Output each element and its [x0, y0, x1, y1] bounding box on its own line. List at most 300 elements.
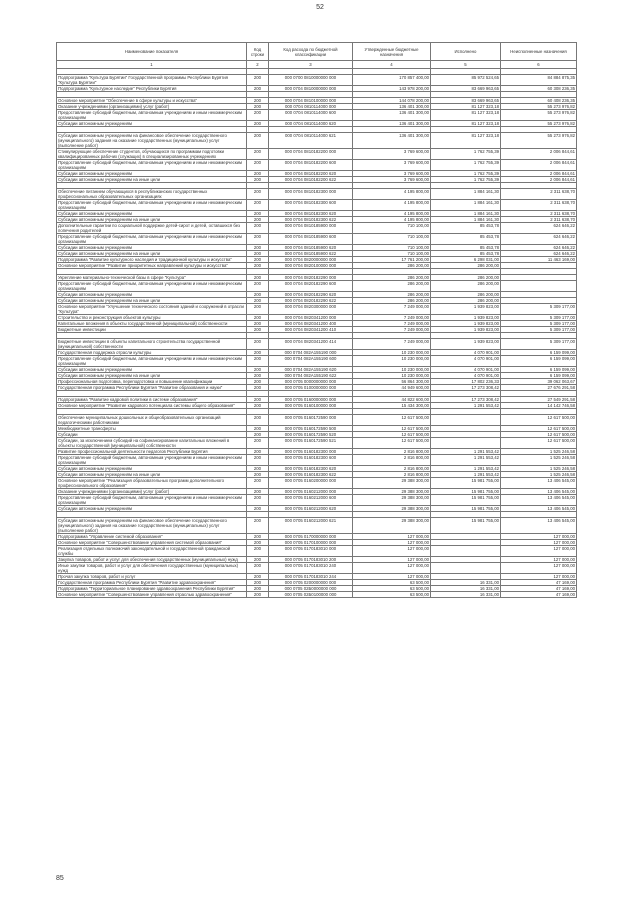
- cell-remaining: 1 525 246,58: [501, 455, 577, 466]
- cell-classification: 000 0705 0160200000 000: [269, 478, 353, 489]
- cell-remaining: 1 525 246,58: [501, 466, 577, 472]
- cell-approved: 10 230 000,00: [353, 356, 431, 367]
- cell-executed: 286 200,00: [431, 298, 501, 304]
- cell-classification: 000 0705 0160000000 000: [269, 397, 353, 403]
- cell-approved: 10 230 000,00: [353, 350, 431, 356]
- cell-executed: 81 127 323,18: [431, 133, 501, 149]
- cell-remaining: 5 309 177,00: [501, 321, 577, 327]
- cell-classification: 000 0705 0160172590 521: [269, 438, 353, 449]
- cell-classification: 000 0704 0810114000 620: [269, 121, 353, 127]
- cell-approved: 4 195 800,00: [353, 189, 431, 200]
- cell-classification: 000 0704 0810182300 000: [269, 189, 353, 200]
- cell-remaining: 12 617 500,00: [501, 426, 577, 432]
- cell-executed: 4 070 901,00: [431, 350, 501, 356]
- cell-executed: 15 981 755,00: [431, 489, 501, 495]
- cell-name: Бюджетные инвестиции: [57, 327, 247, 333]
- cell-approved: 7 249 000,00: [353, 327, 431, 333]
- cell-executed: 6 298 031,00: [431, 257, 501, 263]
- cell-line-code: 200: [247, 557, 269, 563]
- table-row: [57, 298, 577, 304]
- cell-name: Основное мероприятие "Совершенствование управления отраслью здравоохранения": [57, 592, 247, 598]
- cell-remaining: 5 309 177,00: [501, 304, 577, 315]
- cell-approved: 29 388 300,00: [353, 518, 431, 534]
- cell-classification: 000 0704 0820341200 414: [269, 339, 353, 350]
- cell-classification: 000 0705 0170100000 000: [269, 540, 353, 546]
- cell-line-code: 200: [247, 189, 269, 200]
- cell-name: Субсидии автономным учреждениям: [57, 367, 247, 373]
- cell-remaining: 39 062 063,67: [501, 379, 577, 385]
- cell-line-code: 200: [247, 574, 269, 580]
- column-index: 1: [57, 61, 247, 69]
- cell-approved: 7 249 000,00: [353, 321, 431, 327]
- cell-executed: 286 200,00: [431, 281, 501, 292]
- cell-approved: 12 617 500,00: [353, 415, 431, 426]
- cell-remaining: 11 463 169,00: [501, 257, 577, 263]
- cell-name: Укрепление материально-технической базы в сфере "Культура": [57, 275, 247, 281]
- cell-name: Субсидии автономным учреждениям на финансовое обеспечение государственного (муниципального) задания на оказание государственных (муниципальных) услуг (выполнение работ): [57, 133, 247, 149]
- column-index: 3: [269, 61, 353, 69]
- cell-remaining: 12 617 500,00: [501, 438, 577, 449]
- cell-classification: 000 0704 0820341200 410: [269, 327, 353, 333]
- cell-remaining: 60 408 236,35: [501, 98, 577, 104]
- header-executed: Исполнено: [431, 43, 501, 61]
- cell-classification: 000 0705 0170183010 240: [269, 563, 353, 574]
- header-indicator-name: Наименование показателя: [57, 43, 247, 61]
- cell-name: Субсидии автономным учреждениям на иные цели: [57, 177, 247, 183]
- cell-remaining: 2 311 638,70: [501, 217, 577, 223]
- cell-line-code: 200: [247, 86, 269, 92]
- cell-line-code: 200: [247, 251, 269, 257]
- cell-line-code: 200: [247, 403, 269, 409]
- cell-line-code: 200: [247, 449, 269, 455]
- cell-executed: 1 762 755,39: [431, 149, 501, 160]
- cell-remaining: 5 309 177,00: [501, 327, 577, 333]
- cell-name: Иные закупки товаров, работ и услуг для обеспечения государственных (муниципальных) нужд: [57, 563, 247, 574]
- cell-line-code: 200: [247, 245, 269, 251]
- table-row: [57, 177, 577, 183]
- cell-classification: 000 0705 0100000000 000: [269, 385, 353, 391]
- cell-name: Субсидии автономным учреждениям: [57, 171, 247, 177]
- cell-name: Субсидии автономным учреждениям: [57, 466, 247, 472]
- cell-executed: 4 070 901,00: [431, 356, 501, 367]
- table-row: [57, 563, 577, 574]
- table-row: [57, 217, 577, 223]
- cell-classification: 000 0705 0160212000 000: [269, 489, 353, 495]
- cell-classification: 000 0704 0810182300 620: [269, 211, 353, 217]
- cell-approved: 286 200,00: [353, 298, 431, 304]
- cell-executed: 81 127 323,18: [431, 104, 501, 110]
- table-row: [57, 472, 577, 478]
- cell-executed: 16 331,00: [431, 580, 501, 586]
- table-row: [57, 350, 577, 356]
- cell-remaining: 127 000,00: [501, 540, 577, 546]
- cell-name: Развитие профессиональной деятельности педагогов Республики Бурятия: [57, 449, 247, 455]
- cell-executed: 1 291 553,42: [431, 455, 501, 466]
- cell-line-code: 200: [247, 455, 269, 466]
- cell-name: Предоставление субсидий бюджетным, автономным учреждениям и иным некоммерческим организациям: [57, 495, 247, 506]
- cell-name: Предоставление субсидий бюджетным, автономным учреждениям и иным некоммерческим организациям: [57, 234, 247, 245]
- cell-approved: 136 401 300,00: [353, 133, 431, 149]
- header-approved: Утвержденные бюджетные назначения: [353, 43, 431, 61]
- cell-remaining: 624 646,22: [501, 251, 577, 257]
- cell-line-code: 200: [247, 257, 269, 263]
- cell-approved: 2 816 800,00: [353, 449, 431, 455]
- cell-name: Основное мероприятие "Развитие кадрового потенциала системы общего образования": [57, 403, 247, 409]
- cell-name: Закупка товаров, работ и услуг для обеспечения государственных (муниципальных) нужд: [57, 557, 247, 563]
- cell-name: Дополнительные гарантии по социальной поддержке детей-сирот и детей, оставшихся без попечения родителей: [57, 223, 247, 234]
- table-row: [57, 189, 577, 200]
- cell-name: Субсидии автономным учреждениям: [57, 506, 247, 512]
- cell-executed: 16 331,00: [431, 586, 501, 592]
- cell-approved: 170 857 400,00: [353, 75, 431, 86]
- table-row: [57, 385, 577, 391]
- cell-classification: 000 0704 0820182290 000: [269, 275, 353, 281]
- cell-classification: 000 0705 0160172590 000: [269, 415, 353, 426]
- cell-name: Бюджетные инвестиции в объекты капитального строительства государственной (муниципальной) собственности: [57, 339, 247, 350]
- table-row: [57, 403, 577, 409]
- cell-classification: 000 0705 02Б0000000 000: [269, 586, 353, 592]
- column-index: 5: [431, 61, 501, 69]
- cell-classification: 000 0705 0000000000 000: [269, 379, 353, 385]
- cell-classification: 000 0704 0810185900 600: [269, 234, 353, 245]
- cell-classification: 000 0704 0820182290 622: [269, 298, 353, 304]
- cell-approved: 710 100,00: [353, 245, 431, 251]
- cell-executed: 85 453,78: [431, 234, 501, 245]
- cell-executed: 1 884 161,30: [431, 211, 501, 217]
- cell-name: Прочая закупка товаров, работ и услуг: [57, 574, 247, 580]
- cell-remaining: 47 169,00: [501, 592, 577, 598]
- table-row: [57, 455, 577, 466]
- table-row: [57, 133, 577, 149]
- cell-remaining: 127 000,00: [501, 546, 577, 557]
- cell-line-code: 200: [247, 98, 269, 104]
- cell-remaining: 1 525 246,58: [501, 472, 577, 478]
- cell-line-code: 200: [247, 426, 269, 432]
- cell-classification: 000 0704 0820182290 620: [269, 292, 353, 298]
- cell-approved: 17 761 200,00: [353, 257, 431, 263]
- cell-line-code: 200: [247, 385, 269, 391]
- table-row: [57, 86, 577, 92]
- cell-executed: 1 884 161,30: [431, 189, 501, 200]
- cell-classification: 000 0705 0160212000 620: [269, 506, 353, 512]
- cell-name: Оказание учреждениями (организациями) услуг (работ): [57, 104, 247, 110]
- cell-line-code: 200: [247, 223, 269, 234]
- table-row: [57, 98, 577, 104]
- cell-name: Подпрограмма "Культура Бурятии" Государственной программы Республики Бурятия "Культура Бурятии": [57, 75, 247, 86]
- cell-remaining: 2 311 638,70: [501, 200, 577, 211]
- cell-approved: 127 000,00: [353, 540, 431, 546]
- cell-executed: 15 981 755,00: [431, 518, 501, 534]
- cell-name: Государственная программа Республики Бурятия "Развитие образования и науки": [57, 385, 247, 391]
- cell-line-code: 200: [247, 438, 269, 449]
- cell-classification: 000 0705 0170183010 000: [269, 546, 353, 557]
- cell-name: Субсидии автономным учреждениям на иные цели: [57, 251, 247, 257]
- cell-name: Предоставление субсидий бюджетным, автономным учреждениям и иным некоммерческим организациям: [57, 455, 247, 466]
- cell-executed: 16 331,00: [431, 592, 501, 598]
- cell-remaining: 127 000,00: [501, 563, 577, 574]
- cell-line-code: 200: [247, 563, 269, 574]
- cell-executed: 1 762 755,39: [431, 177, 501, 183]
- cell-name: Основное мероприятие "Реализация образовательных программ дополнительного профессионального образования": [57, 478, 247, 489]
- cell-remaining: 55 273 976,82: [501, 133, 577, 149]
- table-body: [57, 69, 577, 598]
- cell-name: Стимулирующие обеспечение студентов, обучающихся по программам подготовки квалифицированных рабочих (служащих) в специализированных учреждениях: [57, 149, 247, 160]
- cell-classification: 000 0704 0810182200 620: [269, 171, 353, 177]
- cell-approved: 127 000,00: [353, 563, 431, 574]
- cell-name: Субсидии автономным учреждениям: [57, 121, 247, 127]
- cell-classification: 000 0704 0810100000 000: [269, 98, 353, 104]
- cell-line-code: 200: [247, 298, 269, 304]
- cell-name: Подпрограмма "Управление системой образования": [57, 534, 247, 540]
- cell-line-code: 200: [247, 200, 269, 211]
- cell-executed: 1 884 161,30: [431, 217, 501, 223]
- cell-remaining: 12 617 500,00: [501, 415, 577, 426]
- cell-name: Обеспечение питанием обучающихся в республиканских государственных профессиональных образовательных организациях: [57, 189, 247, 200]
- header-remaining: Неисполненные назначения: [501, 43, 577, 61]
- cell-executed: 85 453,78: [431, 245, 501, 251]
- cell-approved: 4 195 800,00: [353, 211, 431, 217]
- cell-remaining: 6 159 099,00: [501, 350, 577, 356]
- cell-remaining: 13 406 545,00: [501, 518, 577, 534]
- cell-line-code: 200: [247, 327, 269, 333]
- cell-remaining: 127 000,00: [501, 557, 577, 563]
- cell-line-code: 200: [247, 217, 269, 223]
- cell-name: Основное мероприятие "Развитие приоритетных направлений культуры и искусства": [57, 263, 247, 269]
- cell-approved: 12 617 500,00: [353, 432, 431, 438]
- cell-classification: 000 0704 0810114000 621: [269, 133, 353, 149]
- cell-approved: 63 500,00: [353, 586, 431, 592]
- cell-approved: 144 078 200,00: [353, 98, 431, 104]
- cell-name: Подпрограмма "Культурное наследие" Республики Бурятия: [57, 86, 247, 92]
- cell-remaining: 127 000,00: [501, 574, 577, 580]
- table-row: [57, 397, 577, 403]
- cell-remaining: 624 646,22: [501, 234, 577, 245]
- cell-line-code: 200: [247, 478, 269, 489]
- table-row: [57, 275, 577, 281]
- cell-remaining: 27 676 291,58: [501, 385, 577, 391]
- cell-approved: 12 617 500,00: [353, 438, 431, 449]
- cell-name: Субсидии автономным учреждениям на иные цели: [57, 217, 247, 223]
- cell-name: Капитальные вложения в объекты государственной (муниципальной) собственности: [57, 321, 247, 327]
- cell-line-code: 200: [247, 432, 269, 438]
- cell-executed: 1 762 755,39: [431, 171, 501, 177]
- cell-remaining: 2 006 844,61: [501, 177, 577, 183]
- table-row: [57, 449, 577, 455]
- cell-remaining: 14 142 746,58: [501, 403, 577, 409]
- cell-line-code: 200: [247, 121, 269, 127]
- cell-remaining: 60 308 236,35: [501, 86, 577, 92]
- cell-remaining: 13 406 545,00: [501, 489, 577, 495]
- table-row: [57, 75, 577, 86]
- cell-line-code: 200: [247, 75, 269, 86]
- table-row: [57, 580, 577, 586]
- cell-executed: 1 939 823,00: [431, 315, 501, 321]
- cell-approved: 15 434 300,00: [353, 403, 431, 409]
- column-index: 2: [247, 61, 269, 69]
- cell-classification: 000 0704 0820182290 600: [269, 281, 353, 292]
- cell-remaining: 2 311 638,70: [501, 189, 577, 200]
- cell-approved: 56 864 300,00: [353, 379, 431, 385]
- cell-classification: 000 0704 0820300000 000: [269, 304, 353, 315]
- cell-line-code: 200: [247, 133, 269, 149]
- cell-remaining: 2 006 844,61: [501, 149, 577, 160]
- cell-approved: 7 249 000,00: [353, 339, 431, 350]
- cell-remaining: 2 311 638,70: [501, 211, 577, 217]
- cell-line-code: 200: [247, 546, 269, 557]
- cell-line-code: 200: [247, 379, 269, 385]
- cell-classification: 000 0704 0820341200 000: [269, 315, 353, 321]
- cell-line-code: 200: [247, 315, 269, 321]
- cell-classification: 000 0700 0810000000 000: [269, 75, 353, 86]
- cell-line-code: 200: [247, 540, 269, 546]
- cell-line-code: 200: [247, 339, 269, 350]
- table-row: [57, 478, 577, 489]
- table-row: [57, 257, 577, 263]
- table-row: [57, 356, 577, 367]
- cell-line-code: 200: [247, 275, 269, 281]
- cell-classification: 000 0705 0160182300 622: [269, 472, 353, 478]
- cell-approved: 286 200,00: [353, 263, 431, 269]
- cell-executed: 81 127 323,18: [431, 110, 501, 121]
- column-index-row: [57, 61, 577, 69]
- table-row: [57, 415, 577, 426]
- cell-remaining: 55 273 976,82: [501, 121, 577, 127]
- cell-line-code: 200: [247, 356, 269, 367]
- cell-approved: 136 401 300,00: [353, 110, 431, 121]
- cell-executed: 4 070 901,00: [431, 373, 501, 379]
- cell-line-code: 200: [247, 177, 269, 183]
- cell-approved: 136 401 300,00: [353, 121, 431, 127]
- cell-line-code: 200: [247, 580, 269, 586]
- cell-approved: 29 388 300,00: [353, 506, 431, 512]
- cell-approved: 44 949 600,00: [353, 385, 431, 391]
- cell-name: Субсидии автономным учреждениям на финансовое обеспечение государственного (муниципального) задания на оказание государственных (муниципальных) услуг (выполнение работ): [57, 518, 247, 534]
- table-row: [57, 321, 577, 327]
- cell-approved: 29 388 300,00: [353, 495, 431, 506]
- table-row: [57, 104, 577, 110]
- cell-name: Государственная программа Республики Бурятия "Развитие здравоохранения": [57, 580, 247, 586]
- cell-line-code: 200: [247, 506, 269, 512]
- cell-executed: 4 070 901,00: [431, 367, 501, 373]
- cell-executed: 85 453,78: [431, 251, 501, 257]
- cell-line-code: 200: [247, 304, 269, 315]
- cell-executed: 1 939 823,00: [431, 339, 501, 350]
- cell-classification: 000 0704 0810000000 000: [269, 86, 353, 92]
- cell-name: Предоставление субсидий бюджетным, автономным учреждениям и иным некоммерческим организациям: [57, 160, 247, 171]
- cell-remaining: 13 406 545,00: [501, 506, 577, 512]
- cell-remaining: [501, 281, 577, 292]
- cell-name: Субсидии автономным учреждениям: [57, 245, 247, 251]
- cell-approved: 2 816 800,00: [353, 472, 431, 478]
- cell-name: Строительство и реконструкция объектов культуры: [57, 315, 247, 321]
- cell-line-code: 200: [247, 592, 269, 598]
- cell-classification: 000 0705 0160172590 500: [269, 426, 353, 432]
- cell-approved: 3 769 600,00: [353, 160, 431, 171]
- table-row: [57, 281, 577, 292]
- cell-approved: 4 195 800,00: [353, 217, 431, 223]
- cell-line-code: 200: [247, 160, 269, 171]
- cell-line-code: 200: [247, 367, 269, 373]
- cell-executed: 85 972 524,65: [431, 75, 501, 86]
- cell-approved: 4 195 800,00: [353, 200, 431, 211]
- cell-name: Предоставление субсидий бюджетным, автономным учреждениям и иным некоммерческим организациям: [57, 110, 247, 121]
- table-row: [57, 339, 577, 350]
- cell-remaining: 6 159 099,00: [501, 373, 577, 379]
- cell-remaining: 5 309 177,00: [501, 315, 577, 321]
- header-line-code: Код строки: [247, 43, 269, 61]
- cell-name: Обеспечение муниципальных дошкольных и общеобразовательных организаций педагогическими работниками: [57, 415, 247, 426]
- cell-executed: 15 981 755,00: [431, 506, 501, 512]
- cell-name: Субсидии автономным учреждениям: [57, 292, 247, 298]
- table-row: [57, 149, 577, 160]
- cell-line-code: 200: [247, 104, 269, 110]
- cell-approved: 12 617 500,00: [353, 426, 431, 432]
- cell-line-code: 200: [247, 263, 269, 269]
- budget-execution-table: [56, 42, 577, 598]
- cell-classification: 000 0704 0810185900 000: [269, 223, 353, 234]
- cell-line-code: 200: [247, 321, 269, 327]
- cell-executed: 81 127 323,18: [431, 121, 501, 127]
- cell-classification: 000 0705 0170183010 200: [269, 557, 353, 563]
- cell-classification: 000 0705 0200000000 000: [269, 580, 353, 586]
- table-row: [57, 160, 577, 171]
- cell-name: Подпрограмма "Развитие культурного наследия и традиционной культуры и искусства": [57, 257, 247, 263]
- cell-classification: 000 0705 0160172590 520: [269, 432, 353, 438]
- cell-remaining: 127 000,00: [501, 534, 577, 540]
- cell-classification: 000 0704 0820000000 000: [269, 257, 353, 263]
- cell-approved: 3 769 600,00: [353, 149, 431, 160]
- cell-line-code: 200: [247, 149, 269, 160]
- cell-name: Субсидии автономным учреждениям: [57, 211, 247, 217]
- cell-name: Основное мероприятие "Улучшение технического состояния зданий и сооружений в отрасли "Культура": [57, 304, 247, 315]
- cell-approved: 710 100,00: [353, 234, 431, 245]
- table-row: [57, 373, 577, 379]
- cell-classification: 000 0704 0810182300 600: [269, 200, 353, 211]
- cell-name: Подпрограмма "Территориальное планирование здравоохранения Республики Бурятия": [57, 586, 247, 592]
- cell-remaining: 624 646,22: [501, 245, 577, 251]
- cell-executed: 1 762 755,39: [431, 160, 501, 171]
- cell-line-code: 200: [247, 586, 269, 592]
- table-row: [57, 315, 577, 321]
- cell-classification: 000 0704 0820341200 400: [269, 321, 353, 327]
- cell-classification: 000 0704 082A155190 622: [269, 373, 353, 379]
- cell-classification: 000 0705 0160212000 621: [269, 518, 353, 534]
- cell-line-code: 200: [247, 466, 269, 472]
- cell-name: Межбюджетные трансферты: [57, 426, 247, 432]
- table-row: [57, 586, 577, 592]
- cell-approved: 63 500,00: [353, 592, 431, 598]
- cell-remaining: 2 006 844,61: [501, 160, 577, 171]
- cell-classification: 000 0704 0810185900 620: [269, 245, 353, 251]
- table-row: [57, 304, 577, 315]
- cell-approved: 44 822 600,00: [353, 397, 431, 403]
- cell-name: Основное мероприятие "Обеспечение в сфере культуры и искусства": [57, 98, 247, 104]
- cell-approved: 286 200,00: [353, 292, 431, 298]
- cell-line-code: 200: [247, 211, 269, 217]
- cell-approved: 710 100,00: [353, 251, 431, 257]
- cell-classification: 000 0704 082A155190 620: [269, 367, 353, 373]
- cell-classification: 000 0705 0160212000 600: [269, 495, 353, 506]
- cell-classification: 000 0704 0810182200 000: [269, 149, 353, 160]
- header-budget-classification: Код расхода по бюджетной классификации: [269, 43, 353, 61]
- cell-approved: 127 000,00: [353, 557, 431, 563]
- cell-remaining: 12 617 500,00: [501, 432, 577, 438]
- cell-name: Основное мероприятие "Совершенствование управления системой образования": [57, 540, 247, 546]
- cell-classification: 000 0705 02Б0100000 000: [269, 592, 353, 598]
- cell-line-code: 200: [247, 472, 269, 478]
- table-row: [57, 438, 577, 449]
- cell-executed: 15 981 755,00: [431, 478, 501, 489]
